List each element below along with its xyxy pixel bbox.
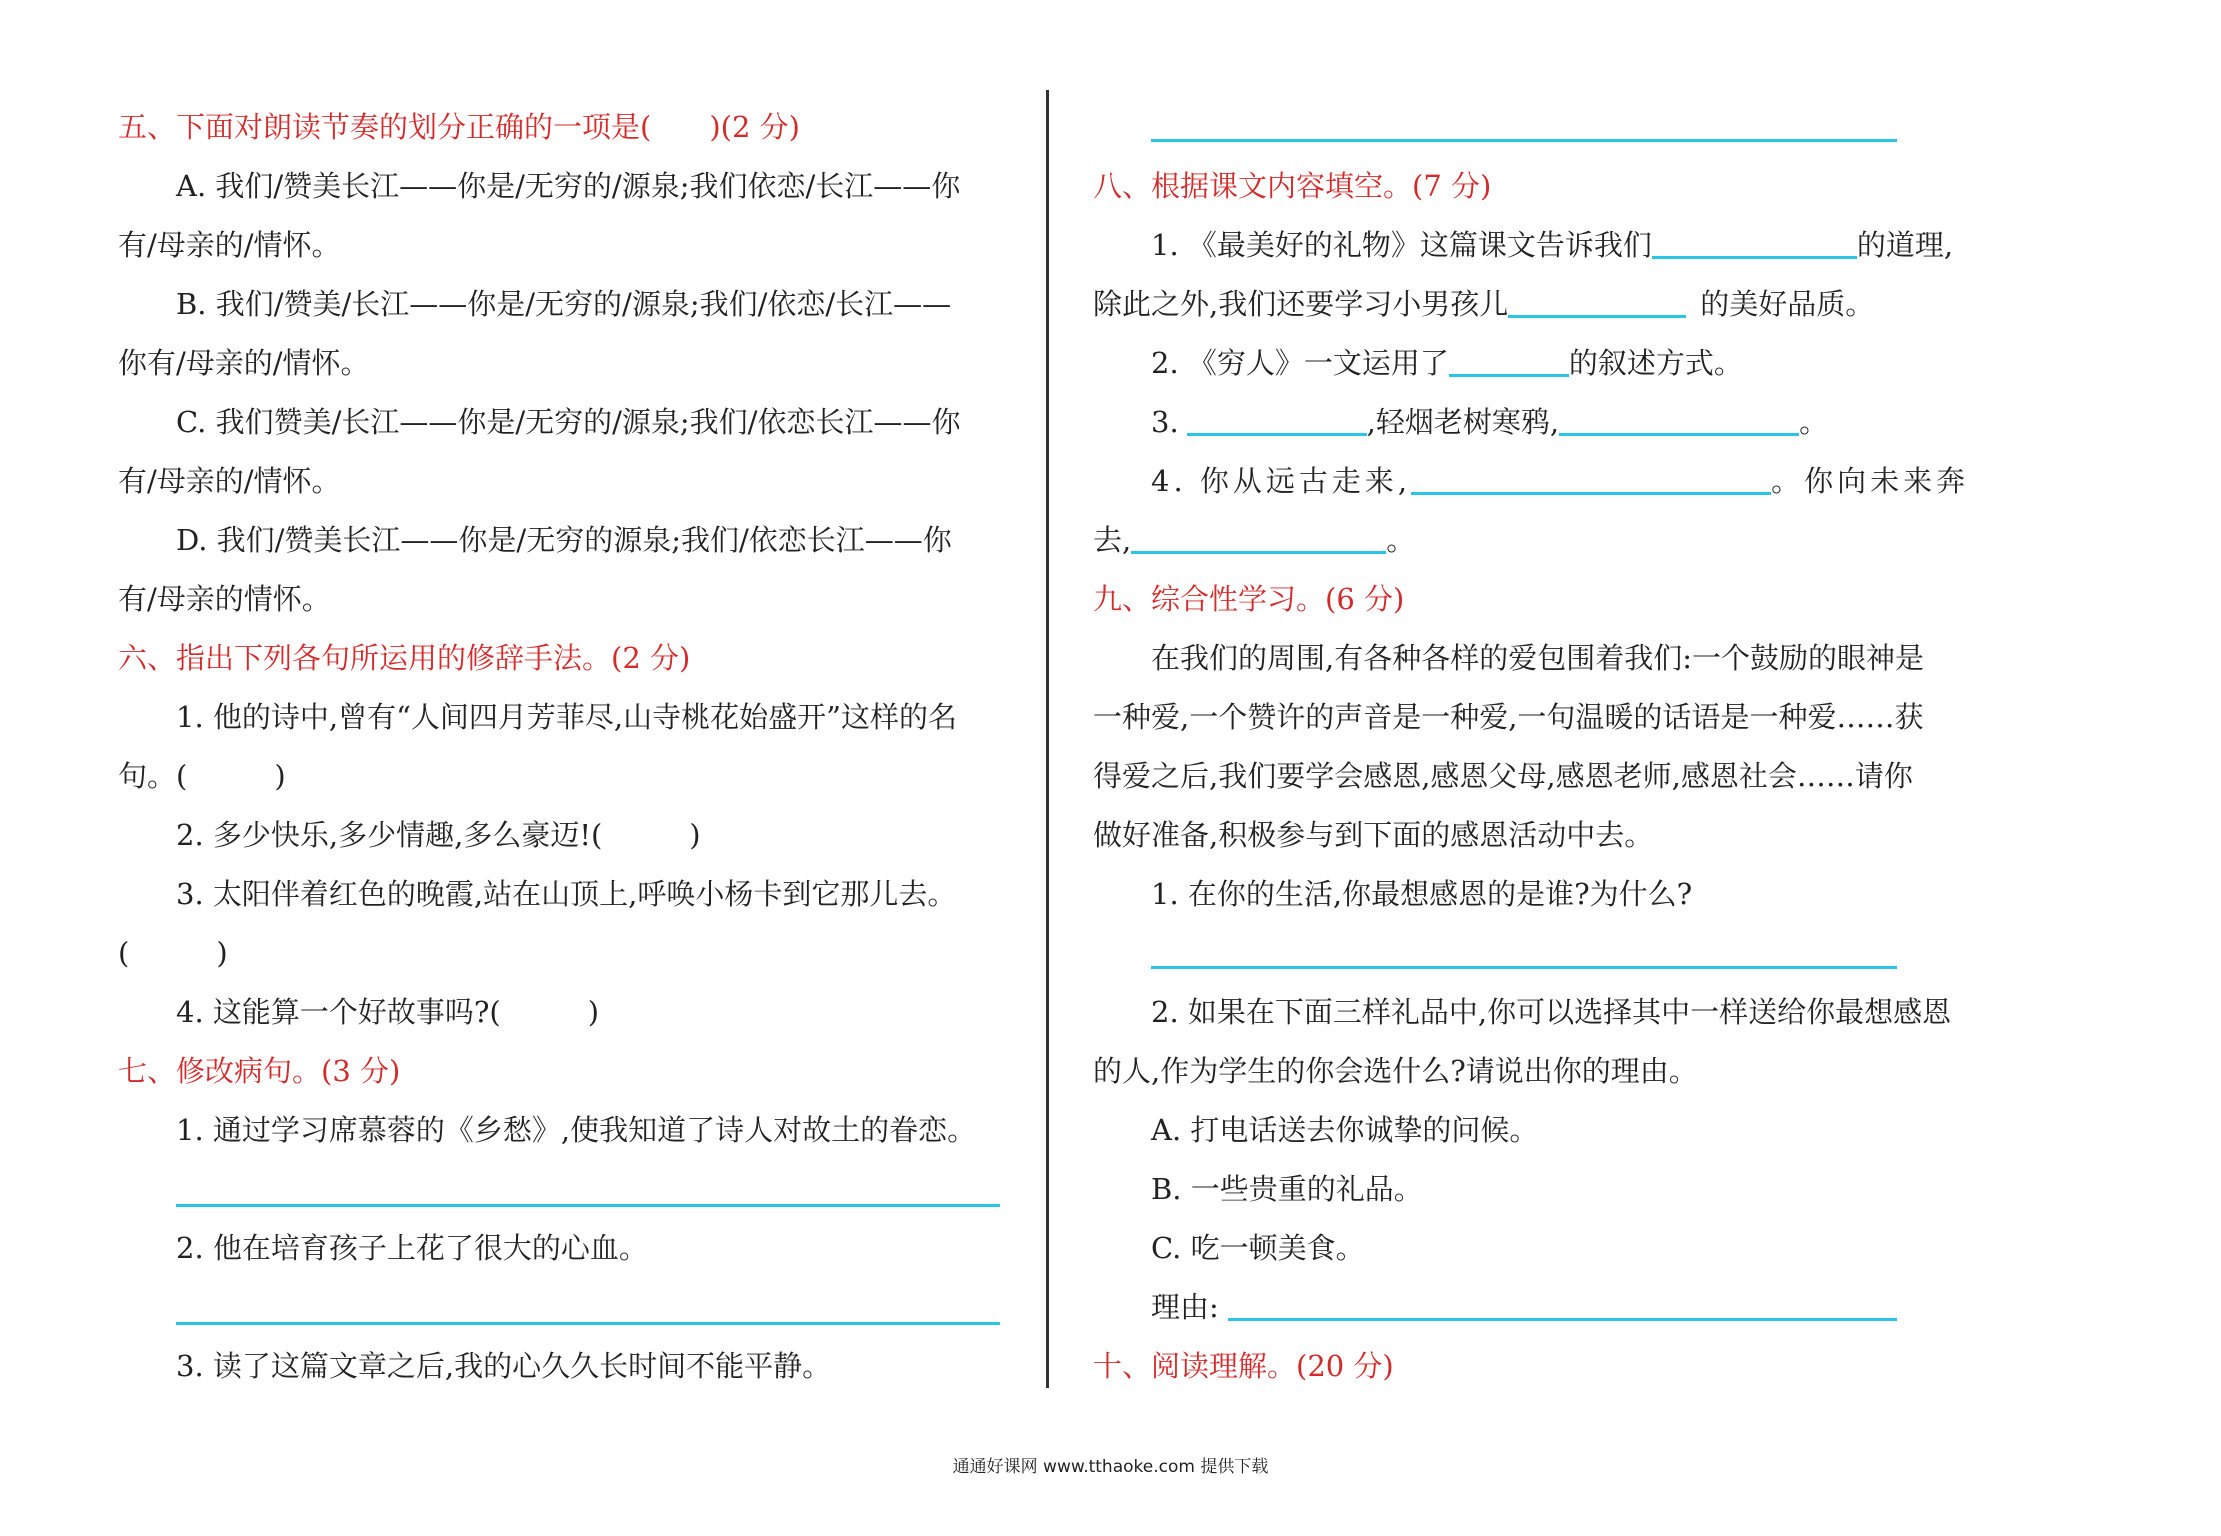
continued-answer-line[interactable] [1151, 139, 1897, 142]
q9-item2-line1: 2. 如果在下面三样礼品中,你可以选择其中一样送给你最想感恩 [1151, 995, 1952, 1029]
q8-item1-line2: 除此之外,我们还要学习小男孩儿 的美好品质。 [1093, 287, 1875, 321]
q9-item1: 1. 在你的生活,你最想感恩的是谁?为什么? [1151, 877, 1693, 911]
q9-passage-line3: 得爱之后,我们要学会感恩,感恩父母,感恩老师,感恩社会……请你 [1093, 759, 1913, 793]
q8-item4-line1: 4. 你从远古走来, 。你向未来奔 [1151, 464, 1970, 498]
q8-item3-blank2[interactable] [1559, 403, 1799, 436]
q9-passage-line1: 在我们的周围,有各种各样的爱包围着我们:一个鼓励的眼神是 [1151, 641, 1924, 675]
q9-option-b: B. 一些贵重的礼品。 [1151, 1172, 1423, 1206]
q5-option-a-line1: A. 我们/赞美长江——你是/无穷的/源泉;我们依恋/长江——你 [176, 169, 961, 203]
q6-item1-line2: 句。( ) [118, 759, 286, 793]
q7-item2-answer-line[interactable] [176, 1322, 1000, 1325]
q10-title: 十、阅读理解。(20 分) [1093, 1349, 1394, 1383]
q8-title: 八、根据课文内容填空。(7 分) [1093, 169, 1492, 203]
q5-option-c-line2: 有/母亲的/情怀。 [118, 464, 341, 498]
q6-item4: 4. 这能算一个好故事吗?( ) [176, 995, 600, 1029]
q9-item2-line2: 的人,作为学生的你会选什么?请说出你的理由。 [1093, 1054, 1698, 1088]
q6-item1-line1: 1. 他的诗中,曾有“人间四月芳菲尽,山寺桃花始盛开”这样的名 [176, 700, 957, 734]
q5-title: 五、下面对朗读节奏的划分正确的一项是( )(2 分) [118, 110, 800, 144]
q9-item1-answer-line[interactable] [1151, 966, 1897, 969]
q9-reason-label: 理由: [1151, 1290, 1219, 1324]
q9-reason-answer-line[interactable] [1228, 1318, 1897, 1321]
q5-option-b-line1: B. 我们/赞美/长江——你是/无穷的/源泉;我们/依恋/长江—— [176, 287, 952, 321]
q9-option-c: C. 吃一顿美食。 [1151, 1231, 1365, 1265]
q9-title: 九、综合性学习。(6 分) [1093, 582, 1405, 616]
column-divider [1046, 90, 1049, 1388]
q5-option-a-line2: 有/母亲的/情怀。 [118, 228, 341, 262]
q8-item3-blank1[interactable] [1187, 403, 1367, 436]
q8-item1-blank1[interactable] [1652, 226, 1857, 259]
q6-item2: 2. 多少快乐,多少情趣,多么豪迈!( ) [176, 818, 701, 852]
q7-item2: 2. 他在培育孩子上花了很大的心血。 [176, 1231, 648, 1265]
q8-item2: 2. 《穷人》一文运用了 的叙述方式。 [1151, 346, 1743, 380]
q9-option-a: A. 打电话送去你诚挚的问候。 [1151, 1113, 1539, 1147]
q7-item3: 3. 读了这篇文章之后,我的心久久长时间不能平静。 [176, 1349, 832, 1383]
q7-title: 七、修改病句。(3 分) [118, 1054, 401, 1088]
q7-item1: 1. 通过学习席慕蓉的《乡愁》,使我知道了诗人对故土的眷恋。 [176, 1113, 977, 1147]
q8-item4-line2: 去, 。 [1093, 523, 1416, 557]
q8-item1-line1: 1. 《最美好的礼物》这篇课文告诉我们 的道理, [1151, 228, 1954, 262]
q8-item4-blank1[interactable] [1411, 462, 1771, 495]
q8-item4-blank2[interactable] [1131, 521, 1386, 554]
q6-item3-line1: 3. 太阳伴着红色的晚霞,站在山顶上,呼唤小杨卡到它那儿去。 [176, 877, 957, 911]
q9-passage-line4: 做好准备,积极参与到下面的感恩活动中去。 [1093, 818, 1654, 852]
q5-option-d-line1: D. 我们/赞美长江——你是/无穷的源泉;我们/依恋长江——你 [176, 523, 952, 557]
q6-title: 六、指出下列各句所运用的修辞手法。(2 分) [118, 641, 691, 675]
q5-option-d-line2: 有/母亲的情怀。 [118, 582, 331, 616]
q8-item2-blank[interactable] [1449, 344, 1569, 377]
q9-passage-line2: 一种爱,一个赞许的声音是一种爱,一句温暖的话语是一种爱……获 [1093, 700, 1924, 734]
q6-item3-line2: ( ) [118, 936, 228, 970]
q7-item1-answer-line[interactable] [176, 1204, 1000, 1207]
q5-option-b-line2: 你有/母亲的/情怀。 [118, 346, 370, 380]
q8-item1-blank2[interactable] [1508, 285, 1686, 318]
q8-item3: 3. ,轻烟老树寒鸦, 。 [1151, 405, 1829, 439]
footer-credit: 通通好课网 www.tthaoke.com 提供下载 [952, 1457, 1269, 1477]
q5-option-c-line1: C. 我们赞美/长江——你是/无穷的/源泉;我们/依恋长江——你 [176, 405, 961, 439]
